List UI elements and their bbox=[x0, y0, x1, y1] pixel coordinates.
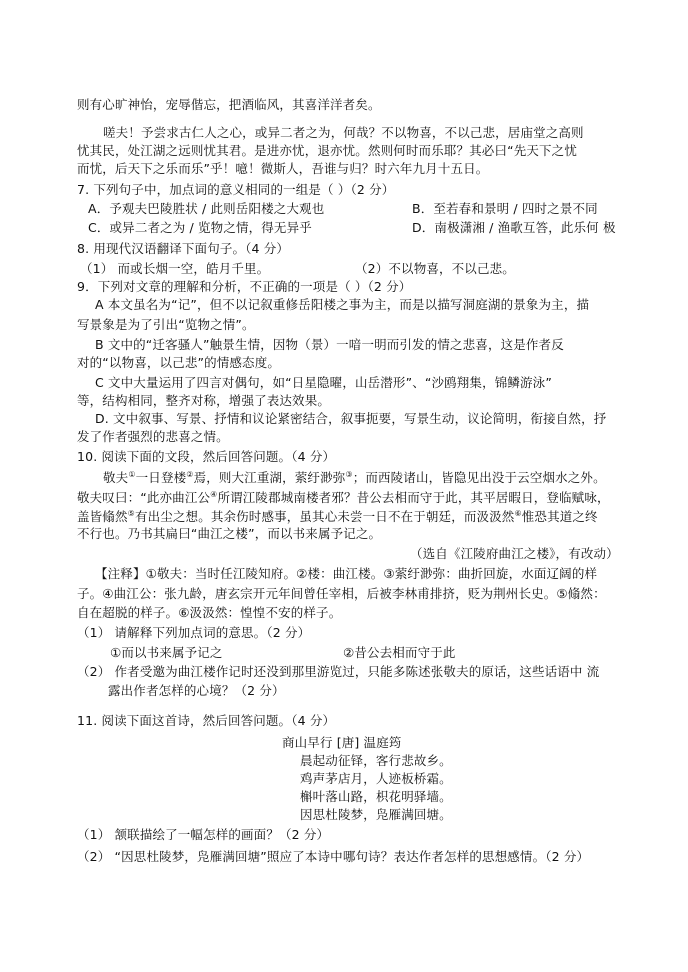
poem-verse-1: 晨起动征铎，客行悲故乡。 bbox=[300, 753, 452, 768]
poem-verse-2: 鸡声茅店月，人迹板桥霜。 bbox=[300, 771, 452, 786]
q11-stem: 11. 阅读下面这首诗，然后回答问题。（4 分） bbox=[77, 713, 336, 728]
q7-option-d: D．南极潇湘 / 渔歌互答，此乐何 极 bbox=[412, 220, 616, 235]
passage-line-1: 则有心旷神怡，宠辱偕忘，把酒临风，其喜洋洋者矣。 bbox=[77, 97, 381, 112]
q9-option-d-line-1: D. 文中叙事、写景、抒情和议论紧密结合，叙事扼要，写景生动，议论简明，衔接自然，抒 bbox=[95, 411, 607, 426]
q11-sub-2: （2） “因思杜陵梦，凫雁满回塘”照应了本诗中哪句诗？表达作者怎样的思想感情。（2 分） bbox=[77, 849, 590, 864]
note-marker-3: ③ bbox=[345, 470, 353, 479]
poem-verse-4: 因思杜陵梦，凫雁满回塘。 bbox=[300, 807, 452, 822]
q10-source: （选自《江陵府曲江之楼》，有改动） bbox=[410, 546, 619, 561]
note-marker-1: ① bbox=[128, 470, 136, 479]
q7-option-b: B．至若春和景明 / 四时之景不同 bbox=[412, 201, 598, 216]
poem-verse-3: 槲叶落山路，枳花明驿墙。 bbox=[300, 789, 452, 804]
q10-sub-2-line-1: （2） 作者受邀为曲江楼作记时还没到那里游览过，只能多陈述张敬夫的原话，这些话语中 流 bbox=[77, 664, 600, 679]
q10-text-line-3: 盖皆翛然⑤有出尘之想。其余伤时感事，虽其心未尝一日不在于朝廷，而汲汲然⑥惟恐其道之终 bbox=[77, 509, 598, 525]
poem-title: 商山早行 [唐] 温庭筠 bbox=[282, 735, 402, 750]
q7-option-c: C．或异二者之为 / 览物之情，得无异乎 bbox=[88, 220, 312, 235]
passage-line-4: 而忧，后天下之乐而乐”乎！噫！微斯人，吾谁与归？时六年九月十五日。 bbox=[77, 161, 489, 176]
q10-sub-2-line-2: 露出作者怎样的心境？（2 分） bbox=[108, 683, 285, 698]
note-marker-2: ② bbox=[186, 470, 194, 479]
q8-sentence-1: （1） 而或长烟一空，皓月千里。 bbox=[80, 261, 270, 276]
q9-option-c-line-2: 等，结构相同，整齐对称，增强了表达效果。 bbox=[77, 393, 331, 408]
q11-sub-1: （1） 颔联描绘了一幅怎样的画面？（2 分） bbox=[77, 827, 330, 842]
q10-text-line-2: 敬夫叹曰：“此亦曲江公④所谓江陵郡城南楼者邪？昔公去相而守于此，其平居暇日，登临赋咏， bbox=[77, 490, 610, 506]
note-marker-4: ④ bbox=[210, 490, 218, 499]
q9-option-c-line-1: C 文中大量运用了四言对偶句，如“日星隐曜，山岳潜形”、“沙鸥翔集，锦鳞游泳” bbox=[95, 375, 552, 390]
passage-line-3: 忧其民，处江湖之远则忧其君。是进亦忧，退亦忧。然则何时而乐耶？其必曰“先天下之忧 bbox=[77, 143, 577, 158]
q9-option-b-line-2: 对的“以物喜，以己悲”的情感态度。 bbox=[77, 355, 281, 370]
q10-sub-1: （1） 请解释下列加点词的意思。（2 分） bbox=[77, 625, 311, 640]
q10-text-line-4: 不行也。乃书其扁曰“曲江之楼”，而以书来属予记之。 bbox=[77, 526, 382, 541]
note-marker-5: ⑤ bbox=[127, 509, 135, 518]
q10-sub-1-item-2: ②昔公去相而守于此 bbox=[343, 645, 456, 660]
q9-option-a-line-1: A 本文虽名为“记”，但不以记叙重修岳阳楼之事为主，而是以描写洞庭湖的景象为主，描 bbox=[95, 297, 590, 312]
q7-stem: 7. 下列句子中，加点词的意义相同的一组是（ ）（2 分） bbox=[77, 182, 395, 197]
q7-option-a: A．予观夫巴陵胜状 / 此则岳阳楼之大观也 bbox=[88, 201, 325, 216]
note-marker-6: ⑥ bbox=[514, 509, 522, 518]
q9-option-a-line-2: 写景象是为了引出“览物之情”。 bbox=[77, 317, 255, 332]
q9-stem: 9．下列对文章的理解和分析，不正确的一项是（ ）（2 分） bbox=[77, 279, 412, 294]
q8-sentence-2: （2）不以物喜，不以己悲。 bbox=[355, 261, 515, 276]
q8-stem: 8. 用现代汉语翻译下面句子。（4 分） bbox=[77, 241, 290, 256]
passage-line-2: 嗟夫！予尝求古仁人之心，或异二者之为，何哉？不以物喜，不以己悲，居庙堂之高则 bbox=[103, 125, 584, 140]
q10-note-line-2: 子。④曲江公：张九龄，唐玄宗开元年间曾任宰相，后被李林甫排挤，贬为荆州长史。⑤翛然： bbox=[77, 586, 606, 601]
q10-stem: 10. 阅读下面的文段，然后回答问题。（4 分） bbox=[77, 449, 336, 464]
q9-option-b-line-1: B 文中的“迁客骚人”触景生情，因物（景）一喑一明而引发的情之悲喜，这是作者反 bbox=[95, 337, 564, 352]
q10-text-line-1: 敬夫①一日登楼②焉，则大江重湖，萦纡渺弥③；而西陵诸山，皆隐见出没于云空烟水之外。 bbox=[103, 470, 606, 486]
q10-sub-1-item-1: ①而以书来属予记之 bbox=[110, 645, 223, 660]
q10-note-line-3: 自在超脱的样子。⑥汲汲然：惶惶不安的样子。 bbox=[77, 605, 342, 620]
q9-option-d-line-2: 发了作者强烈的悲喜之情。 bbox=[77, 429, 229, 444]
q10-note-line-1: 【注释】①敬夫：当时任江陵知府。②楼：曲江楼。③萦纡渺弥：曲折回旋，水面辽阔的样 bbox=[95, 566, 598, 581]
